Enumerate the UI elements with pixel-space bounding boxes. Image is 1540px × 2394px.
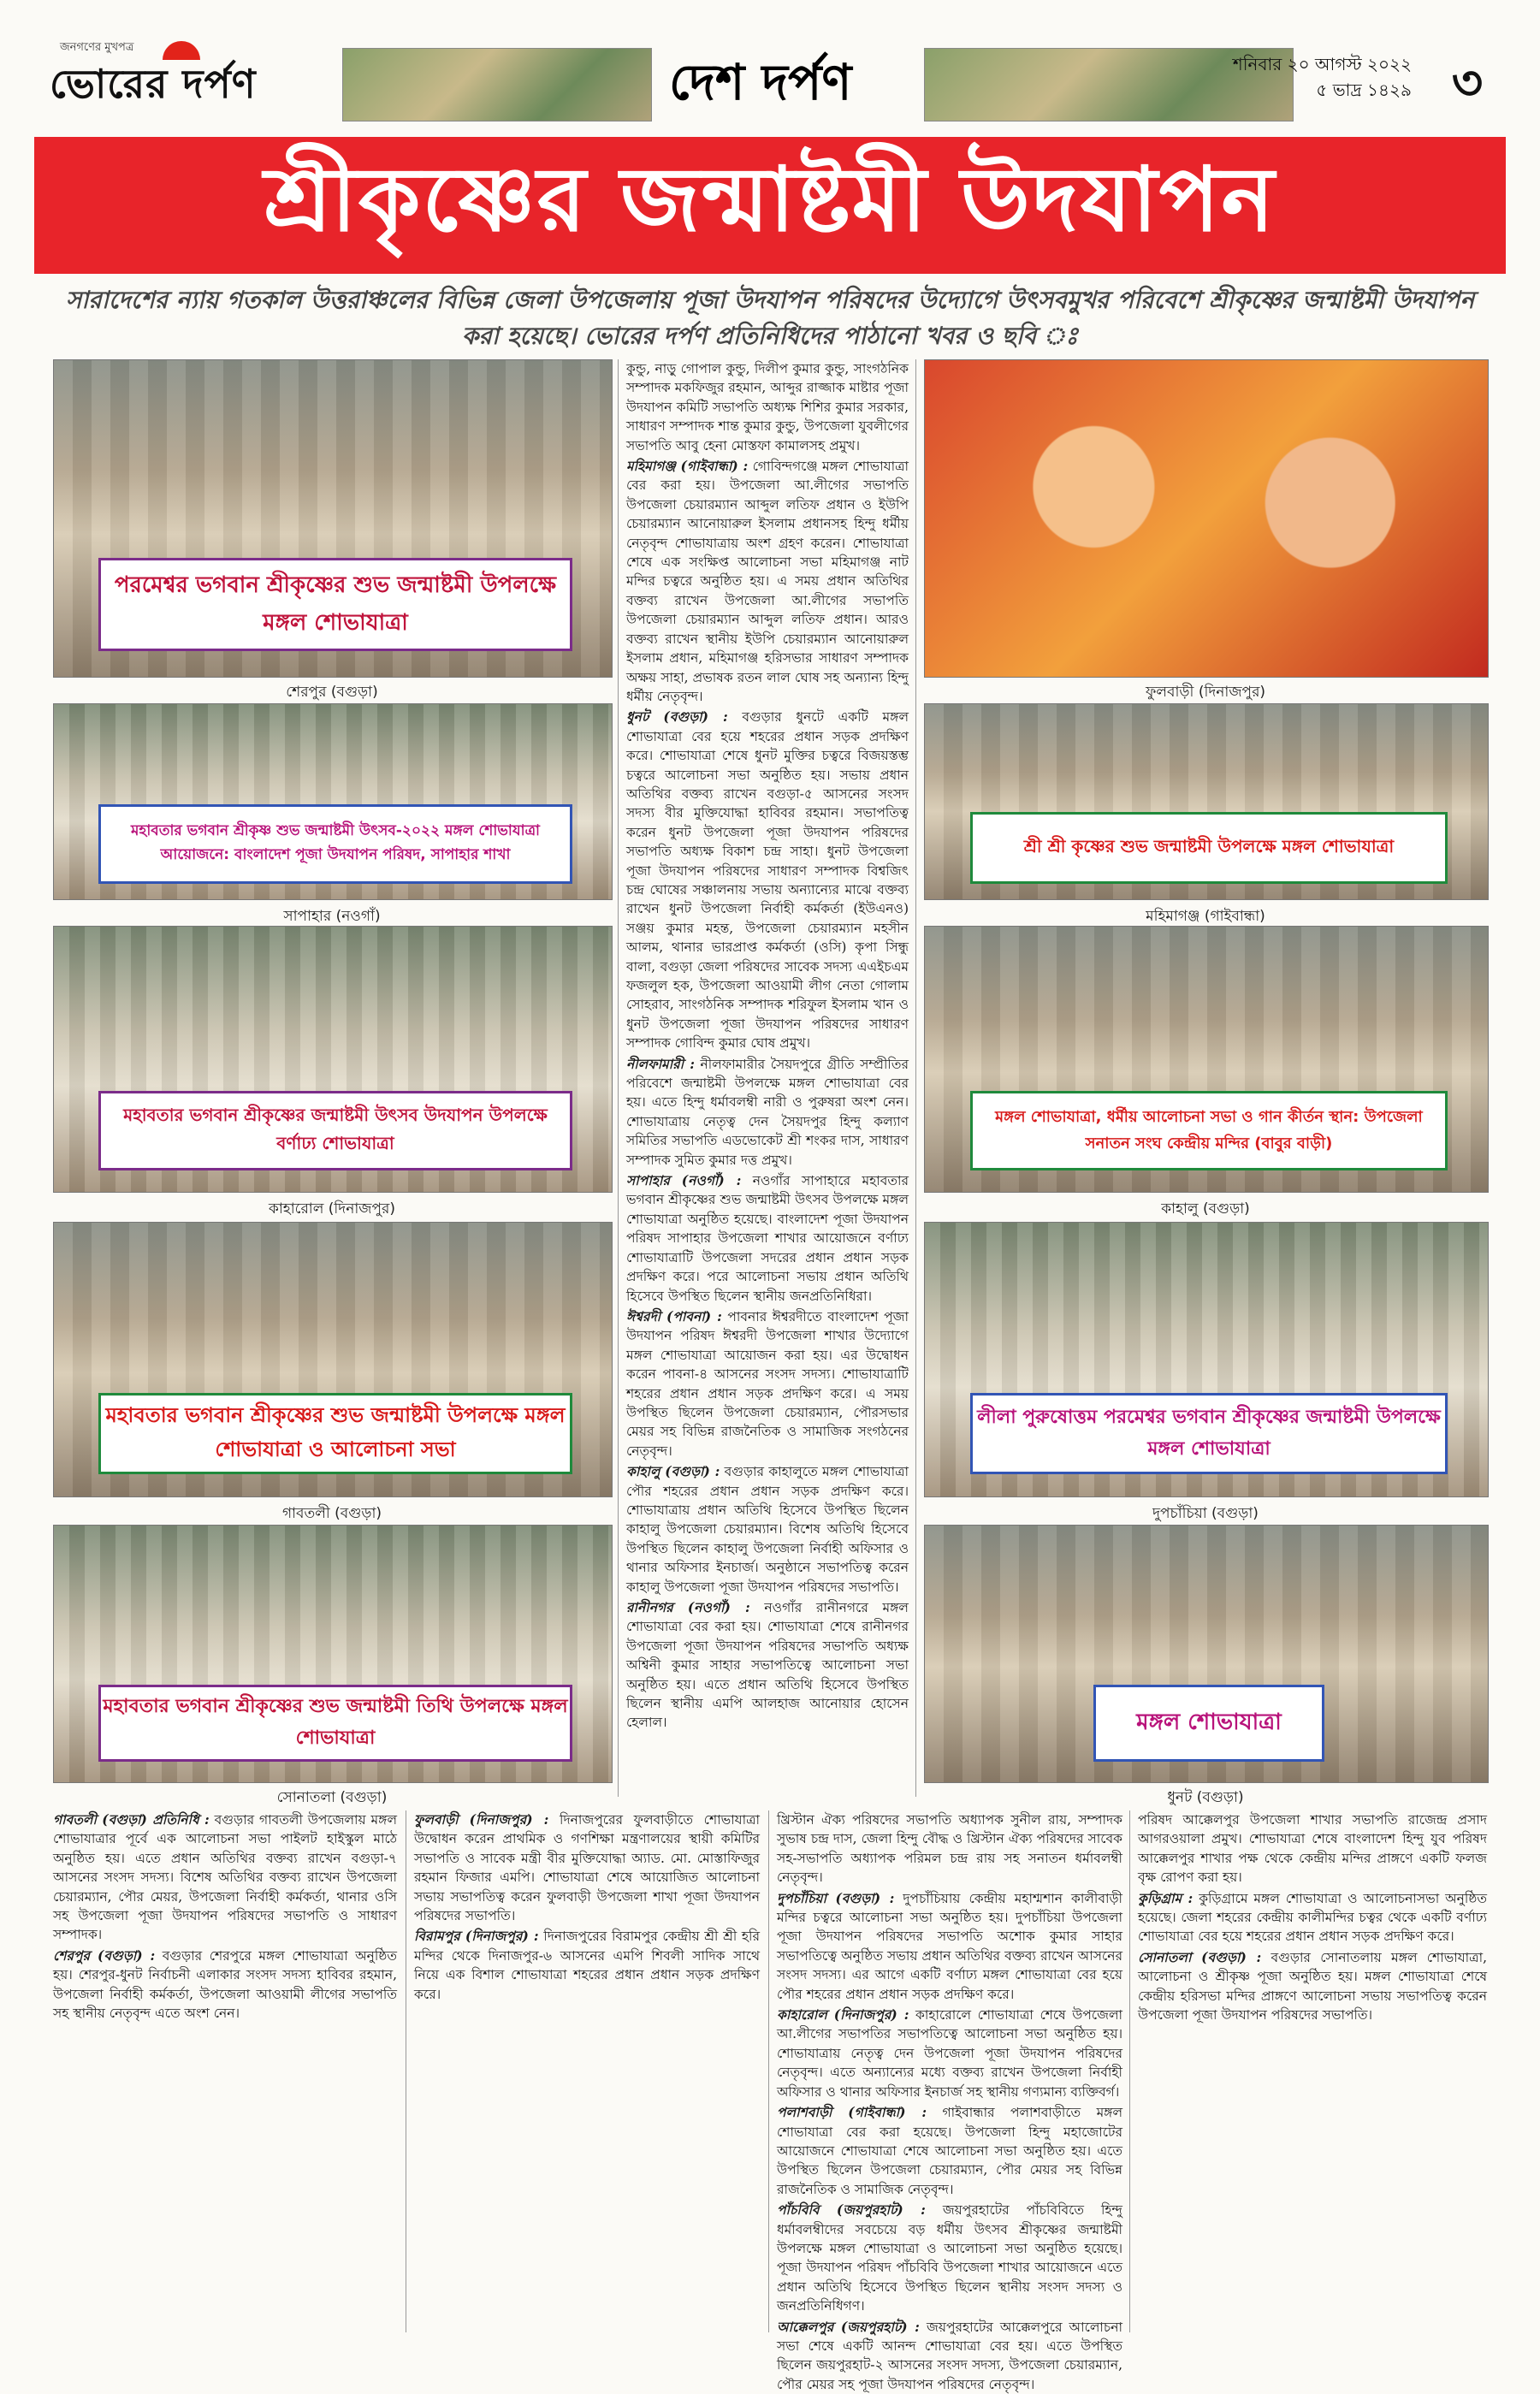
article-bottom-column-1 (53, 1810, 397, 2332)
article-paragraph: বিরামপুর (দিনাজপুর) : দিনাজপুরের বিরামপুর কেন্দ্রীয় শ্রী শ্রী হরি মন্দির থেকে দিনাজপুর-৬ আসনের এমপি শিবলী সাদিক সাথে নিয়ে এক বিশাল শোভাযাত্রা শহরের প্রধান প্রধান সড়ক প্রদক্ষিণ করে। (414, 1928, 760, 2002)
article-paragraph: আক্কেলপুর (জয়পুরহাট) : জয়পুরহাটের আক্কেলপুরে আলোচনা সভা শেষে একটি আনন্দ শোভাযাত্রা বের হয়। এতে উপস্থিত ছিলেন জয়পুরহাট-২ আসনের সংসদ সদস্য, উপজেলা চেয়ারম্যান, পৌর মেয়র সহ পূজা উদযাপন পরিষদের নেতৃবৃন্দ। (777, 2318, 1123, 2392)
article-paragraph: কাহালু (বগুড়া) : বগুড়ার কাহালুতে মঙ্গল শোভাযাত্রা পৌর শহরের প্রধান প্রধান সড়ক প্রদক্ষিণ করে। শোভাযাত্রায় প্রধান অতিথি হিসেবে উপস্থিত ছিলেন কাহালু উপজেলা চেয়ারম্যান। বিশেষ অতিথি হিসেবে উপস্থিত ছিলেন কাহালু উপজেলা নির্বাহী অফিসার ও থানার অফিসার ইনচার্জ। অনুষ্ঠানে সভাপতিত্ব করেন কাহালু উপজেলা পূজা উদযাপন পরিষদের সভাপতি। (626, 1463, 909, 1595)
photo-banner: শ্রী শ্রী কৃষ্ণের শুভ জন্মাষ্টমী উপলক্ষে মঙ্গল শোভাযাত্রা (970, 812, 1448, 884)
photo-caption: দুপচাঁচিয়া (বগুড়া) (1152, 1505, 1259, 1522)
article-paragraph: ফুলবাড়ী (দিনাজপুর) : দিনাজপুরের ফুলবাড়ীতে শোভাযাত্রা উদ্বোধন করেন প্রাথমিক ও গণশিক্ষা মন্ত্রণালয়ের স্থায়ী কমিটির সভাপতি ও সাবেক মন্ত্রী বীর মুক্তিযোদ্ধা অ্যাড. মো. মোস্তাফিজুর রহমান ফিজার এমপি। শোভাযাত্রা শেষে আয়োজিত আলোচনা সভায় সভাপতিত্ব করেন ফুলবাড়ী উপজেলা শাখা পূজা উদযাপন পরিষদের সভাপতি। (414, 1811, 760, 1924)
photo-mohimaganj[interactable] (924, 703, 1489, 900)
headline-band (34, 137, 1506, 274)
photo-sapahar[interactable] (53, 703, 613, 900)
header-photo-strip-left (342, 48, 652, 121)
photo-banner: মঙ্গল শোভাযাত্রা, ধর্মীয় আলোচনা সভা ও গান কীর্তন স্থান: উপজেলা সনাতন সংঘ কেন্দ্রীয় মন্দির (বাবুর বাড়ী) (970, 1091, 1448, 1170)
article-paragraph: পাঁচবিবি (জয়পুরহাট) : জয়পুরহাটের পাঁচবিবিতে হিন্দু ধর্মাবলম্বীদের সবচেয়ে বড় ধর্মীয় উৎসব শ্রীকৃষ্ণের জন্মাষ্টমী উপলক্ষে মঙ্গল শোভাযাত্রা ও আলোচনা সভা অনুষ্ঠিত হয়েছে। পূজা উদযাপন পরিষদ পাঁচবিবি উপজেলা শাখার আয়োজনে এতে প্রধান অতিথি হিসেবে উপস্থিত ছিলেন স্থানীয় সংসদ সদস্য ও জনপ্রতিনিধিগণ। (777, 2201, 1122, 2314)
photo-kaharol[interactable] (53, 926, 613, 1193)
photo-banner: মহাবতার ভগবান শ্রীকৃষ্ণের শুভ জন্মাষ্টমী তিথি উপলক্ষে মঙ্গল শোভাযাত্রা (98, 1685, 572, 1762)
photo-sherpur[interactable] (53, 359, 613, 678)
article-bottom-column-3 (777, 1810, 1123, 2392)
page-number: ৩ (1451, 56, 1484, 111)
article-middle-column (626, 359, 909, 1797)
photo-caption: মহিমাগঞ্জ (গাইবান্ধা) (1146, 908, 1265, 925)
subhead: সারাদেশের ন্যায় গতকাল উত্তরাঞ্চলের বিভিন্ন জেলা উপজেলায় পূজা উদযাপন পরিষদের উদ্যোগে উৎসবমুখর পরিবেশে শ্রীকৃষ্ণের জন্মাষ্টমী উদযাপন করা হয়েছে। ভোরের দর্পণ প্রতিনিধিদের পাঠানো খবর ও ছবি ঃ (65, 286, 1475, 350)
logo-text: ভোরের দর্পণ (50, 61, 257, 107)
photo-caption: ফুলবাড়ী (দিনাজপুর) (1145, 684, 1266, 701)
article-paragraph: সাপাহার (নওগাঁ) : নওগাঁর সাপাহারে মহাবতার ভগবান শ্রীকৃষ্ণের শুভ জন্মাষ্টমী উৎসব উপলক্ষে মঙ্গল শোভাযাত্রা অনুষ্ঠিত হয়েছে। বাংলাদেশ পূজা উদযাপন পরিষদ সাপাহার উপজেলা শাখার আয়োজনে বর্ণাঢ্য শোভাযাত্রাটি উপজেলা সদরের প্রধান প্রধান সড়ক প্রদক্ষিণ করে। পরে আলোচনা সভায় প্রধান অতিথি হিসেবে উপস্থিত ছিলেন স্থানীয় জনপ্রতিনিধিরা। (626, 1172, 909, 1304)
photo-banner: লীলা পুরুষোত্তম পরমেশ্বর ভগবান শ্রীকৃষ্ণের জন্মাষ্টমী উপলক্ষে মঙ্গল শোভাযাত্রা (970, 1393, 1448, 1475)
photo-caption: সাপাহার (নওগাঁ) (283, 908, 381, 925)
article-bottom-column-2 (414, 1810, 760, 2332)
article-paragraph: সোনাতলা (বগুড়া) : বগুড়ার সোনাতলায় মঙ্গল শোভাযাত্রা, আলোচনা ও শ্রীকৃষ্ণ পূজা অনুষ্ঠিত হয়। মঙ্গল শোভাযাত্রা শেষে কেন্দ্রীয় হরিসভা মন্দির প্রাঙ্গণে আলোচনা সভায় সভাপতিত্ব করেন উপজেলা পূজা উদযাপন পরিষদের সভাপতি। (1138, 1948, 1487, 2024)
article-paragraph: রানীনগর (নওগাঁ) : নওগাঁর রানীনগরে মঙ্গল শোভাযাত্রা বের করা হয়। শোভাযাত্রা শেষে রানীনগর উপজেলা পূজা উদযাপন পরিষদের সভাপতি অধ্যক্ষ অশ্বিনী কুমার সাহার সভাপতিত্বে আলোচনা সভা অনুষ্ঠিত হয়। এতে প্রধান অতিথি হিসেবে উপস্থিত ছিলেন স্থানীয় এমপি আলহাজ আনোয়ার হোসেন হেলাল। (626, 1599, 909, 1731)
article-paragraph: খ্রিস্টান ঐক্য পরিষদের সভাপতি অধ্যাপক সুনীল রায়, সম্পাদক সুভাষ চন্দ্র দাস, জেলা হিন্দু বৌদ্ধ ও খ্রিস্টান ঐক্য পরিষদের সাবেক সহ-সভাপতি অধ্যাপক পরিমল চন্দ্র রায় সহ সনাতন ধর্মাবলম্বী নেতৃবৃন্দ। (777, 1812, 1122, 1886)
photo-banner: মহাবতার ভগবান শ্রীকৃষ্ণের শুভ জন্মাষ্টমী উপলক্ষে মঙ্গল শোভাযাত্রা ও আলোচনা সভা (98, 1393, 572, 1475)
article-paragraph: কুন্ডু, নাড়ু গোপাল কুন্ডু, দিলীপ কুমার কুন্ডু, সাংগঠনিক সম্পাদক মকফিজুর রহমান, আব্দুর রাজ্জাক মাষ্টার পূজা উদযাপন কমিটি সভাপতি অধ্যক্ষ শিশির কুমার সরকার, সাধারণ সম্পাদক শান্ত কুমার কুন্ডু, উপজেলা যুবলীগের সভাপতি আবু হেনা মোস্তফা কামালসহ প্রমুখ। (626, 361, 909, 453)
article-paragraph: ঈশ্বরদী (পাবনা) : পাবনার ঈশ্বরদীতে বাংলাদেশ পূজা উদযাপন পরিষদ ঈশ্বরদী উপজেলা শাখার উদ্যোগে মঙ্গল শোভাযাত্রা আয়োজন করা হয়। এর উদ্বোধন করেন পাবনা-৪ আসনের সংসদ সদস্য। শোভাযাত্রাটি শহরের প্রধান প্রধান সড়ক প্রদক্ষিণ করে। এ সময় উপস্থিত ছিলেন উপজেলা চেয়ারম্যান, পৌরসভার মেয়র সহ বিভিন্ন রাজনৈতিক ও সামাজিক সংগঠনের নেতৃবৃন্দ। (626, 1307, 909, 1459)
article-bottom-column-4 (1138, 1810, 1487, 2332)
date-gregorian: শনিবার ২০ আগস্ট ২০২২ (1232, 54, 1412, 74)
article-paragraph: নীলফামারী : নীলফামারীর সৈয়দপুরে গ্রীতি সম্প্রীতির পরিবেশে জন্মাষ্টমী উপলক্ষে মঙ্গল শোভাযাত্রা বের হয়। এতে হিন্দু ধর্মাবলম্বী নারী ও পুরুষরা অংশ নেন। শোভাযাত্রায় নেতৃত্ব দেন সৈয়দপুর হিন্দু কল্যাণ সমিতির সভাপতি এডভোকেট শ্রী শংকর দাস, সাধারণ সম্পাদক সুমিত কুমার দত্ত প্রমুখ। (626, 1055, 909, 1168)
column-divider (618, 359, 619, 1797)
section-title: দেশ দর্পণ (669, 53, 852, 111)
article-paragraph: পলাশবাড়ী (গাইবান্ধা) : গাইবান্ধার পলাশবাড়ীতে মঙ্গল শোভাযাত্রা বের করা হয়েছে। উপজেলা হিন্দু মহাজোটের আয়োজনে শোভাযাত্রা শেষে আলোচনা সভা অনুষ্ঠিত হয়। এতে উপস্থিত ছিলেন উপজেলা চেয়ারম্যান, পৌর মেয়র সহ বিভিন্ন রাজনৈতিক ও সামাজিক নেতৃবৃন্দ। (777, 2104, 1122, 2197)
date-bengali: ৫ ভাদ্র ১৪২৯ (1316, 80, 1412, 100)
article-paragraph: পরিষদ আক্কেলপুর উপজেলা শাখার সভাপতি রাজেন্দ্র প্রসাদ আগরওয়ালা প্রমুখ। শোভাযাত্রা শেষে বাংলাদেশ হিন্দু যুব পরিষদ আক্কেলপুর শাখার পক্ষ থেকে কেন্দ্রীয় মন্দির প্রাঙ্গণে একটি ফলজ বৃক্ষ রোপণ করা হয়। (1138, 1812, 1487, 1886)
issue-date (1233, 51, 1412, 103)
photo-banner: মহাবতার ভগবান শ্রীকৃষ্ণ শুভ জন্মাষ্টমী উৎসব-২০২২ মঙ্গল শোভাযাত্রা আয়োজনে: বাংলাদেশ পূজা উদযাপন পরিষদ, সাপাহার শাখা (98, 804, 572, 884)
article-paragraph: কাহারোল (দিনাজপুর) : কাহারোলে শোভাযাত্রা শেষে উপজেলা আ.লীগের সভাপতির সভাপতিত্বে আলোচনা সভা অনুষ্ঠিত হয়। শোভাযাত্রায় নেতৃত্ব দেন উপজেলা পূজা উদযাপন পরিষদের নেতৃবৃন্দ। এতে অন্যান্যের মধ্যে বক্তব্য রাখেন উপজেলা নির্বাহী অফিসার ও থানার অফিসার ইনচার্জ সহ স্থানীয় গণ্যমান্য ব্যক্তিবর্গ। (777, 2006, 1122, 2100)
photo-caption: শেরপুর (বগুড়া) (286, 684, 378, 701)
column-divider (915, 359, 916, 1797)
masthead (34, 34, 1506, 128)
photo-dhunot[interactable] (924, 1525, 1489, 1783)
photo-kahalu[interactable] (924, 926, 1489, 1193)
column-divider (1129, 1810, 1130, 2332)
article-paragraph: কুড়িগ্রাম : কুড়িগ্রামে মঙ্গল শোভাযাত্রা ও আলোচনাসভা অনুষ্ঠিত হয়েছে। জেলা শহরের কেন্দ্রীয় কালীমন্দির চত্বর থেকে একটি বর্ণাঢ্য শোভাযাত্রা বের হয়ে শহরের প্রধান প্রধান সড়ক প্রদক্ষিণ করে। (1138, 1889, 1487, 1945)
photo-dupchanchia[interactable] (924, 1222, 1489, 1497)
photo-caption: সোনাতলা (বগুড়া) (276, 1789, 388, 1806)
photo-sonatola[interactable] (53, 1525, 613, 1783)
article-paragraph: মহিমাগঞ্জ (গাইবান্ধা) : গোবিন্দগঞ্জে মঙ্গল শোভাযাত্রা বের করা হয়। উপজেলা আ.লীগের সভাপতি উপজেলা চেয়ারম্যান আব্দুল লতিফ প্রধান ও ইউপি চেয়ারম্যান আনোয়ারুল ইসলাম প্রধানসহ হিন্দু ধর্মীয় নেতৃবৃন্দ শোভাযাত্রায় অংশ গ্রহণ করেন। শোভাযাত্রা শেষে এক সংক্ষিপ্ত আলোচনা সভা মহিমাগঞ্জ নাট মন্দির চত্বরে অনুষ্ঠিত হয়। এ সময় প্রধান অতিথির বক্তব্য রাখেন উপজেলা আ.লীগের সভাপতি উপজেলা চেয়ারম্যান আব্দুল লতিফ প্রধান। আরও বক্তব্য রাখেন স্থানীয় ইউপি চেয়ারম্যান আনোয়ারুল ইসলাম প্রধান, মহিমাগঞ্জ হরিসভার সাধারণ সম্পাদক অক্ষয় সাহা, প্রভাষক রতন লাল ঘোষ সহ অন্যান্য হিন্দু ধর্মীয় নেতৃবৃন্দ। (626, 458, 909, 704)
article-paragraph: ধুনট (বগুড়া) : বগুড়ার ধুনটে একটি মঙ্গল শোভাযাত্রা বের হয়ে শহরের প্রধান সড়ক প্রদক্ষিণ করে। শোভাযাত্রা শেষে ধুনট মুক্তির চত্বরে বিজয়স্তম্ভ চত্বরে আলোচনা সভা অনুষ্ঠিত হয়। সভায় প্রধান অতিথির বক্তব্য রাখেন বগুড়া-৫ আসনের সংসদ সদস্য বীর মুক্তিযোদ্ধা হাবিবর রহমান। সভাপতিত্ব করেন ধুনট উপজেলা পূজা উদযাপন পরিষদের সভাপতি অধ্যক্ষ বিকাশ চন্দ্র সাহা। ধুনট উপজেলা পূজা উদযাপন পরিষদের সাধারণ সম্পাদক বিশ্বজিৎ চন্দ্র ঘোষের সঞ্চালনায় সভায় অন্যান্যের মাঝে বক্তব্য রাখেন ধুনট উপজেলা নির্বাহী কর্মকর্তা (ইউএনও) সঞ্জয় কুমার মহন্ত, উপজেলা চেয়ারম্যান মহসীন আলম, থানার ভারপ্রাপ্ত কর্মকর্তা (ওসি) কৃপা সিন্ধু বালা, বগুড়া জেলা পরিষদের সাবেক সদস্য এএইচএম ফজলুল হক, উপজেলা আওয়ামী লীগ নেতা গোলাম সোহরাব, সাংগঠনিক সম্পাদক শরিফুল ইসলাম খান ও ধুনট উপজেলা পূজা উদযাপন পরিষদের সাধারণ সম্পাদক গোবিন্দ কুমার ঘোষ প্রমুখ। (626, 708, 909, 1052)
article-paragraph: শেরপুর (বগুড়া) : বগুড়ার শেরপুরে মঙ্গল শোভাযাত্রা অনুষ্ঠিত হয়। শেরপুর-ধুনট নির্বাচনী এলাকার সংসদ সদস্য হাবিবর রহমান, উপজেলা নির্বাহী কর্মকর্তা, উপজেলা আওয়ামী লীগের সভাপতি সহ স্থানীয় নেতৃবৃন্দ এতে অংশ নেন। (53, 1947, 397, 2022)
photo-caption: গাবতলী (বগুড়া) (281, 1505, 382, 1522)
photo-banner: মঙ্গল শোভাযাত্রা (1093, 1685, 1324, 1762)
photo-caption: ধুনট (বগুড়া) (1167, 1789, 1244, 1806)
photo-gabtoli[interactable] (53, 1222, 613, 1497)
logo-tagline: জনগণের মুখপত্র (60, 41, 134, 54)
article-paragraph: গাবতলী (বগুড়া) প্রতিনিধি : বগুড়ার গাবতলী উপজেলায় মঙ্গল শোভাযাত্রার পূর্বে এক আলোচনা সভা পাইলট হাইস্কুল মাঠে অনুষ্ঠিত হয়। এতে প্রধান অতিথির বক্তব্য রাখেন বগুড়া-৭ আসনের সংসদ সদস্য। বিশেষ অতিথির বক্তব্য রাখেন উপজেলা চেয়ারম্যান, পৌর মেয়র, উপজেলা নির্বাহী কর্মকর্তা, থানার ওসি সহ উপজেলা পূজা উদযাপন পরিষদের সভাপতি ও সাধারণ সম্পাদক। (53, 1811, 397, 1943)
photo-caption: কাহালু (বগুড়া) (1161, 1200, 1250, 1218)
photo-caption: কাহারোল (দিনাজপুর) (268, 1200, 396, 1218)
photo-banner: পরমেশ্বর ভগবান শ্রীকৃষ্ণের শুভ জন্মাষ্টমী উপলক্ষে মঙ্গল শোভাযাত্রা (98, 558, 572, 652)
headline: শ্রীকৃষ্ণের জন্মাষ্টমী উদযাপন (264, 146, 1276, 252)
photo-fulbari[interactable] (924, 359, 1489, 678)
article-paragraph: দুপচাঁচিয়া (বগুড়া) : দুপচাঁচিয়ায় কেন্দ্রীয় মহাশ্মশান কালীবাড়ী মন্দির চত্বরে আলোচনা সভা অনুষ্ঠিত হয়। দুপচাঁচিয়া উপজেলা পূজা উদযাপন পরিষদের সভাপতি অশোক কুমার সাহার সভাপতিত্বে অনুষ্ঠিত সভায় প্রধান অতিথির বক্তব্য রাখেন আসনের সংসদ সদস্য। এর আগে একটি বর্ণাঢ্য মঙ্গল শোভাযাত্রা বের হয়ে পৌর শহরের প্রধান প্রধান সড়ক প্রদক্ষিণ করে। (777, 1889, 1122, 2002)
column-divider (768, 1810, 769, 2332)
photo-banner: মহাবতার ভগবান শ্রীকৃষ্ণের জন্মাষ্টমী উৎসব উদযাপন উপলক্ষে বর্ণাঢ্য শোভাযাত্রা (98, 1091, 572, 1170)
newspaper-logo[interactable] (34, 34, 317, 128)
